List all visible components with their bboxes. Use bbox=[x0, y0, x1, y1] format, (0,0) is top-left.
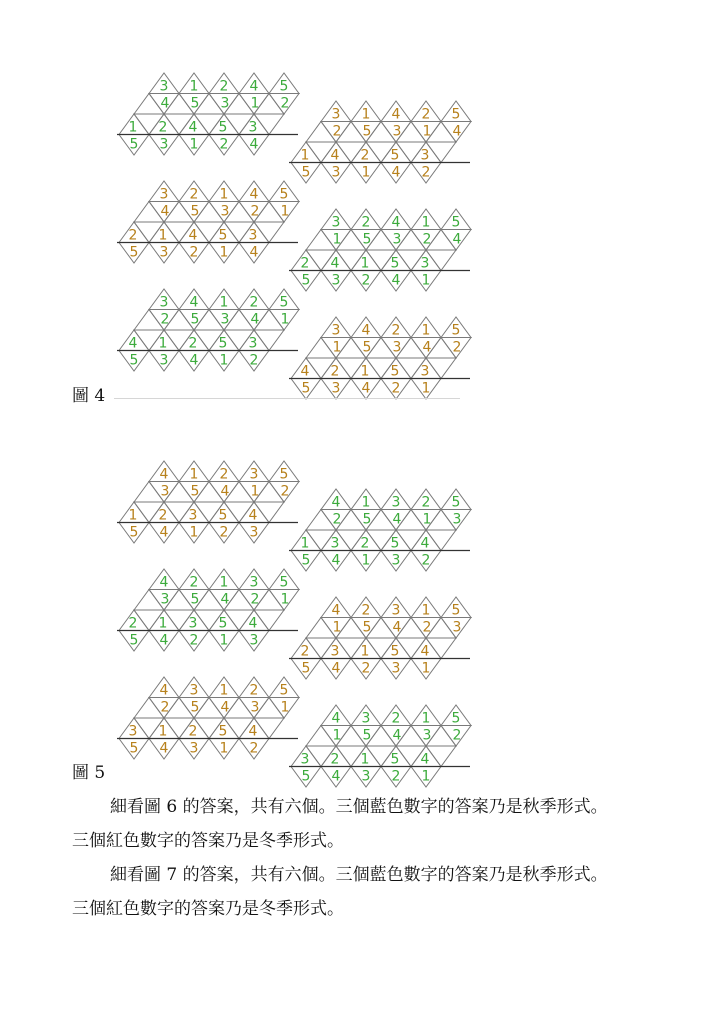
net-digit: 3 bbox=[331, 214, 341, 231]
net-digit: 4 bbox=[331, 660, 341, 677]
net-digit: 5 bbox=[279, 682, 289, 699]
net-digit: 4 bbox=[220, 591, 230, 608]
net-digit: 5 bbox=[390, 363, 400, 380]
net-digit: 2 bbox=[421, 106, 431, 123]
net-digit: 3 bbox=[159, 78, 169, 95]
net-digit: 4 bbox=[391, 164, 401, 181]
net-digit: 3 bbox=[331, 164, 341, 181]
net-digit: 3 bbox=[331, 272, 341, 289]
net-digit: 3 bbox=[452, 511, 462, 528]
net-digit: 4 bbox=[159, 524, 169, 541]
net-digit: 1 bbox=[158, 227, 168, 244]
net-digit: 1 bbox=[219, 740, 229, 757]
net-digit: 2 bbox=[219, 136, 229, 153]
net-digit: 4 bbox=[361, 380, 371, 397]
net-digit: 2 bbox=[280, 95, 290, 112]
net-digit: 4 bbox=[160, 203, 170, 220]
net-digit: 4 bbox=[248, 615, 258, 632]
net-digit: 2 bbox=[421, 164, 431, 181]
net-digit: 5 bbox=[129, 632, 139, 649]
net-digit: 5 bbox=[190, 203, 200, 220]
net-digit: 2 bbox=[249, 294, 259, 311]
net-digit: 4 bbox=[160, 95, 170, 112]
icosahedron-net bbox=[288, 489, 468, 571]
net-digit: 3 bbox=[331, 380, 341, 397]
net-digit: 1 bbox=[250, 95, 260, 112]
net-digit: 2 bbox=[361, 660, 371, 677]
net-digit: 5 bbox=[190, 311, 200, 328]
net-digit: 3 bbox=[331, 106, 341, 123]
net-digit: 4 bbox=[128, 335, 138, 352]
paragraph bbox=[72, 858, 672, 926]
net-digit: 2 bbox=[330, 363, 340, 380]
net-digit: 2 bbox=[422, 619, 432, 636]
net-digit: 4 bbox=[330, 255, 340, 272]
figure-4-rule bbox=[114, 398, 460, 399]
net-digit: 3 bbox=[361, 710, 371, 727]
net-digit: 3 bbox=[248, 119, 258, 136]
net-digit: 3 bbox=[188, 615, 198, 632]
net-digit: 4 bbox=[331, 494, 341, 511]
icosahedron-net bbox=[288, 597, 468, 679]
paragraph bbox=[72, 790, 672, 858]
net-digit: 2 bbox=[189, 244, 199, 261]
net-digit: 2 bbox=[360, 147, 370, 164]
net-digit: 5 bbox=[390, 147, 400, 164]
net-digit: 5 bbox=[218, 507, 228, 524]
net-digit: 4 bbox=[422, 339, 432, 356]
net-digit: 5 bbox=[451, 602, 461, 619]
net-digit: 2 bbox=[219, 78, 229, 95]
net-digit: 3 bbox=[422, 727, 432, 744]
icosahedron-net bbox=[116, 677, 296, 759]
net-digit: 3 bbox=[331, 322, 341, 339]
net-digit: 4 bbox=[391, 272, 401, 289]
net-digit: 3 bbox=[220, 311, 230, 328]
net-digit: 2 bbox=[249, 352, 259, 369]
net-digit: 5 bbox=[390, 643, 400, 660]
net-digit: 3 bbox=[249, 632, 259, 649]
net-digit: 4 bbox=[159, 574, 169, 591]
net-digit: 2 bbox=[188, 723, 198, 740]
net-digit: 2 bbox=[160, 311, 170, 328]
net-digit: 4 bbox=[250, 311, 260, 328]
net-digit: 5 bbox=[218, 723, 228, 740]
net-digit: 3 bbox=[330, 643, 340, 660]
net-digit: 4 bbox=[331, 768, 341, 785]
net-digit: 5 bbox=[218, 615, 228, 632]
net-digit: 3 bbox=[250, 699, 260, 716]
net-digit: 1 bbox=[219, 574, 229, 591]
net-digit: 3 bbox=[361, 768, 371, 785]
net-digit: 4 bbox=[249, 186, 259, 203]
net-digit: 4 bbox=[392, 619, 402, 636]
net-digit: 5 bbox=[362, 619, 372, 636]
net-digit: 5 bbox=[279, 466, 289, 483]
net-digit: 2 bbox=[361, 272, 371, 289]
net-digit: 5 bbox=[129, 740, 139, 757]
net-digit: 4 bbox=[159, 740, 169, 757]
net-digit: 3 bbox=[300, 751, 310, 768]
net-digit: 2 bbox=[422, 231, 432, 248]
net-digit: 4 bbox=[248, 723, 258, 740]
net-digit: 1 bbox=[158, 335, 168, 352]
net-digit: 5 bbox=[451, 494, 461, 511]
net-digit: 2 bbox=[300, 643, 310, 660]
net-digit: 4 bbox=[249, 136, 259, 153]
net-digit: 4 bbox=[189, 294, 199, 311]
net-digit: 5 bbox=[301, 552, 311, 569]
paragraph-line: 三個紅色數字的答案乃是冬季形式。 bbox=[72, 831, 344, 851]
net-digit: 5 bbox=[218, 335, 228, 352]
net-digit: 2 bbox=[158, 119, 168, 136]
net-digit: 4 bbox=[331, 552, 341, 569]
paragraph-line: 三個紅色數字的答案乃是冬季形式。 bbox=[72, 899, 344, 919]
net-digit: 1 bbox=[332, 619, 342, 636]
net-digit: 2 bbox=[421, 494, 431, 511]
net-digit: 2 bbox=[332, 123, 342, 140]
net-digit: 2 bbox=[250, 591, 260, 608]
net-digit: 4 bbox=[159, 632, 169, 649]
net-digit: 5 bbox=[190, 591, 200, 608]
net-digit: 3 bbox=[188, 507, 198, 524]
net-digit: 5 bbox=[129, 244, 139, 261]
net-digit: 5 bbox=[362, 727, 372, 744]
net-digit: 3 bbox=[159, 244, 169, 261]
net-digit: 1 bbox=[219, 682, 229, 699]
net-digit: 2 bbox=[391, 710, 401, 727]
net-digit: 4 bbox=[392, 511, 402, 528]
net-digit: 3 bbox=[330, 535, 340, 552]
icosahedron-net bbox=[288, 209, 468, 291]
net-digit: 3 bbox=[160, 591, 170, 608]
icosahedron-net bbox=[288, 317, 468, 399]
net-digit: 1 bbox=[422, 123, 432, 140]
net-digit: 4 bbox=[300, 363, 310, 380]
net-digit: 2 bbox=[189, 632, 199, 649]
net-digit: 3 bbox=[249, 574, 259, 591]
net-digit: 5 bbox=[301, 768, 311, 785]
figure-5-label: 圖 5 bbox=[72, 763, 106, 783]
net-digit: 1 bbox=[360, 363, 370, 380]
icosahedron-net bbox=[116, 461, 296, 543]
net-digit: 5 bbox=[362, 123, 372, 140]
net-digit: 1 bbox=[332, 727, 342, 744]
net-digit: 3 bbox=[220, 95, 230, 112]
net-digit: 4 bbox=[391, 214, 401, 231]
net-digit: 4 bbox=[452, 123, 462, 140]
net-digit: 4 bbox=[248, 507, 258, 524]
net-digit: 5 bbox=[218, 119, 228, 136]
net-digit: 5 bbox=[362, 339, 372, 356]
net-digit: 1 bbox=[332, 339, 342, 356]
net-digit: 1 bbox=[421, 602, 431, 619]
net-digit: 2 bbox=[160, 699, 170, 716]
net-digit: 3 bbox=[420, 363, 430, 380]
net-digit: 5 bbox=[190, 483, 200, 500]
net-digit: 1 bbox=[280, 311, 290, 328]
net-digit: 1 bbox=[361, 494, 371, 511]
net-digit: 5 bbox=[129, 136, 139, 153]
net-digit: 5 bbox=[279, 78, 289, 95]
net-digit: 1 bbox=[219, 632, 229, 649]
net-digit: 1 bbox=[189, 466, 199, 483]
net-digit: 1 bbox=[280, 699, 290, 716]
net-digit: 2 bbox=[189, 186, 199, 203]
icosahedron-net bbox=[288, 101, 468, 183]
net-digit: 1 bbox=[219, 352, 229, 369]
net-digit: 4 bbox=[420, 643, 430, 660]
net-digit: 4 bbox=[452, 231, 462, 248]
net-digit: 1 bbox=[250, 483, 260, 500]
net-digit: 2 bbox=[189, 574, 199, 591]
net-digit: 5 bbox=[451, 214, 461, 231]
net-digit: 3 bbox=[159, 352, 169, 369]
net-digit: 4 bbox=[391, 106, 401, 123]
net-digit: 5 bbox=[301, 660, 311, 677]
net-digit: 1 bbox=[360, 751, 370, 768]
net-digit: 2 bbox=[391, 768, 401, 785]
paragraph-line: 細看圖 6 的答案，共有六個。三個藍色數字的答案乃是秋季形式。 bbox=[110, 797, 608, 817]
icosahedron-net bbox=[116, 289, 296, 371]
net-digit: 4 bbox=[159, 466, 169, 483]
net-digit: 2 bbox=[391, 322, 401, 339]
net-digit: 3 bbox=[391, 602, 401, 619]
net-digit: 1 bbox=[421, 660, 431, 677]
net-digit: 4 bbox=[220, 483, 230, 500]
net-digit: 2 bbox=[330, 751, 340, 768]
net-digit: 1 bbox=[280, 203, 290, 220]
net-digit: 1 bbox=[361, 106, 371, 123]
net-digit: 4 bbox=[331, 710, 341, 727]
net-digit: 3 bbox=[249, 466, 259, 483]
net-digit: 4 bbox=[249, 78, 259, 95]
net-digit: 3 bbox=[392, 123, 402, 140]
net-digit: 5 bbox=[301, 164, 311, 181]
net-digit: 4 bbox=[330, 147, 340, 164]
net-digit: 1 bbox=[421, 214, 431, 231]
net-digit: 5 bbox=[218, 227, 228, 244]
net-digit: 2 bbox=[219, 524, 229, 541]
net-digit: 1 bbox=[158, 615, 168, 632]
net-digit: 1 bbox=[219, 244, 229, 261]
net-digit: 1 bbox=[421, 768, 431, 785]
net-digit: 3 bbox=[248, 335, 258, 352]
net-digit: 1 bbox=[158, 723, 168, 740]
net-digit: 1 bbox=[189, 78, 199, 95]
net-digit: 2 bbox=[421, 552, 431, 569]
net-digit: 2 bbox=[158, 507, 168, 524]
net-digit: 2 bbox=[188, 335, 198, 352]
net-digit: 2 bbox=[249, 682, 259, 699]
net-digit: 1 bbox=[280, 591, 290, 608]
net-digit: 2 bbox=[452, 727, 462, 744]
net-digit: 4 bbox=[420, 535, 430, 552]
net-digit: 5 bbox=[190, 699, 200, 716]
figure-4-label: 圖 4 bbox=[72, 386, 106, 406]
net-digit: 2 bbox=[128, 615, 138, 632]
net-digit: 2 bbox=[249, 740, 259, 757]
net-digit: 3 bbox=[159, 186, 169, 203]
net-digit: 5 bbox=[451, 322, 461, 339]
net-digit: 4 bbox=[188, 119, 198, 136]
net-digit: 2 bbox=[332, 511, 342, 528]
net-digit: 2 bbox=[391, 380, 401, 397]
net-digit: 1 bbox=[421, 710, 431, 727]
net-digit: 5 bbox=[129, 524, 139, 541]
net-digit: 4 bbox=[188, 227, 198, 244]
net-digit: 2 bbox=[361, 214, 371, 231]
net-digit: 3 bbox=[128, 723, 138, 740]
net-digit: 3 bbox=[189, 682, 199, 699]
net-digit: 1 bbox=[361, 552, 371, 569]
net-digit: 5 bbox=[362, 231, 372, 248]
net-digit: 3 bbox=[159, 136, 169, 153]
icosahedron-net bbox=[116, 181, 296, 263]
icosahedron-net bbox=[116, 73, 296, 155]
net-digit: 3 bbox=[189, 740, 199, 757]
net-digit: 5 bbox=[390, 535, 400, 552]
net-digit: 5 bbox=[301, 380, 311, 397]
net-digit: 1 bbox=[219, 294, 229, 311]
net-digit: 3 bbox=[391, 552, 401, 569]
net-digit: 3 bbox=[452, 619, 462, 636]
net-digit: 4 bbox=[189, 352, 199, 369]
paragraph-line: 細看圖 7 的答案，共有六個。三個藍色數字的答案乃是秋季形式。 bbox=[110, 865, 608, 885]
net-digit: 2 bbox=[280, 483, 290, 500]
net-digit: 3 bbox=[420, 255, 430, 272]
icosahedron-net bbox=[116, 569, 296, 651]
net-digit: 4 bbox=[420, 751, 430, 768]
net-digit: 2 bbox=[219, 466, 229, 483]
net-digit: 4 bbox=[220, 699, 230, 716]
net-digit: 4 bbox=[249, 244, 259, 261]
net-digit: 3 bbox=[420, 147, 430, 164]
net-digit: 3 bbox=[248, 227, 258, 244]
net-digit: 2 bbox=[361, 602, 371, 619]
net-digit: 4 bbox=[361, 322, 371, 339]
net-digit: 1 bbox=[300, 535, 310, 552]
net-digit: 1 bbox=[219, 186, 229, 203]
net-digit: 3 bbox=[392, 231, 402, 248]
net-digit: 1 bbox=[128, 507, 138, 524]
net-digit: 5 bbox=[390, 751, 400, 768]
net-digit: 2 bbox=[250, 203, 260, 220]
net-digit: 1 bbox=[421, 322, 431, 339]
net-digit: 5 bbox=[279, 574, 289, 591]
net-digit: 1 bbox=[421, 380, 431, 397]
net-digit: 5 bbox=[190, 95, 200, 112]
net-digit: 3 bbox=[391, 660, 401, 677]
net-digit: 1 bbox=[128, 119, 138, 136]
net-digit: 3 bbox=[159, 294, 169, 311]
icosahedron-net bbox=[288, 705, 468, 787]
net-digit: 1 bbox=[360, 255, 370, 272]
net-digit: 5 bbox=[279, 186, 289, 203]
net-digit: 2 bbox=[300, 255, 310, 272]
net-digit: 5 bbox=[129, 352, 139, 369]
net-digit: 1 bbox=[332, 231, 342, 248]
net-digit: 5 bbox=[362, 511, 372, 528]
net-digit: 1 bbox=[360, 643, 370, 660]
net-digit: 5 bbox=[301, 272, 311, 289]
net-digit: 3 bbox=[392, 339, 402, 356]
net-digit: 2 bbox=[452, 339, 462, 356]
net-digit: 2 bbox=[360, 535, 370, 552]
net-digit: 1 bbox=[422, 511, 432, 528]
net-digit: 1 bbox=[189, 136, 199, 153]
net-digit: 4 bbox=[159, 682, 169, 699]
net-digit: 1 bbox=[421, 272, 431, 289]
net-digit: 1 bbox=[189, 524, 199, 541]
net-digit: 3 bbox=[220, 203, 230, 220]
net-digit: 5 bbox=[451, 710, 461, 727]
net-digit: 3 bbox=[249, 524, 259, 541]
net-digit: 3 bbox=[160, 483, 170, 500]
net-digit: 5 bbox=[390, 255, 400, 272]
net-digit: 4 bbox=[331, 602, 341, 619]
net-digit: 3 bbox=[391, 494, 401, 511]
net-digit: 1 bbox=[361, 164, 371, 181]
net-digit: 5 bbox=[279, 294, 289, 311]
net-digit: 4 bbox=[392, 727, 402, 744]
net-digit: 1 bbox=[300, 147, 310, 164]
net-digit: 5 bbox=[451, 106, 461, 123]
net-digit: 2 bbox=[128, 227, 138, 244]
